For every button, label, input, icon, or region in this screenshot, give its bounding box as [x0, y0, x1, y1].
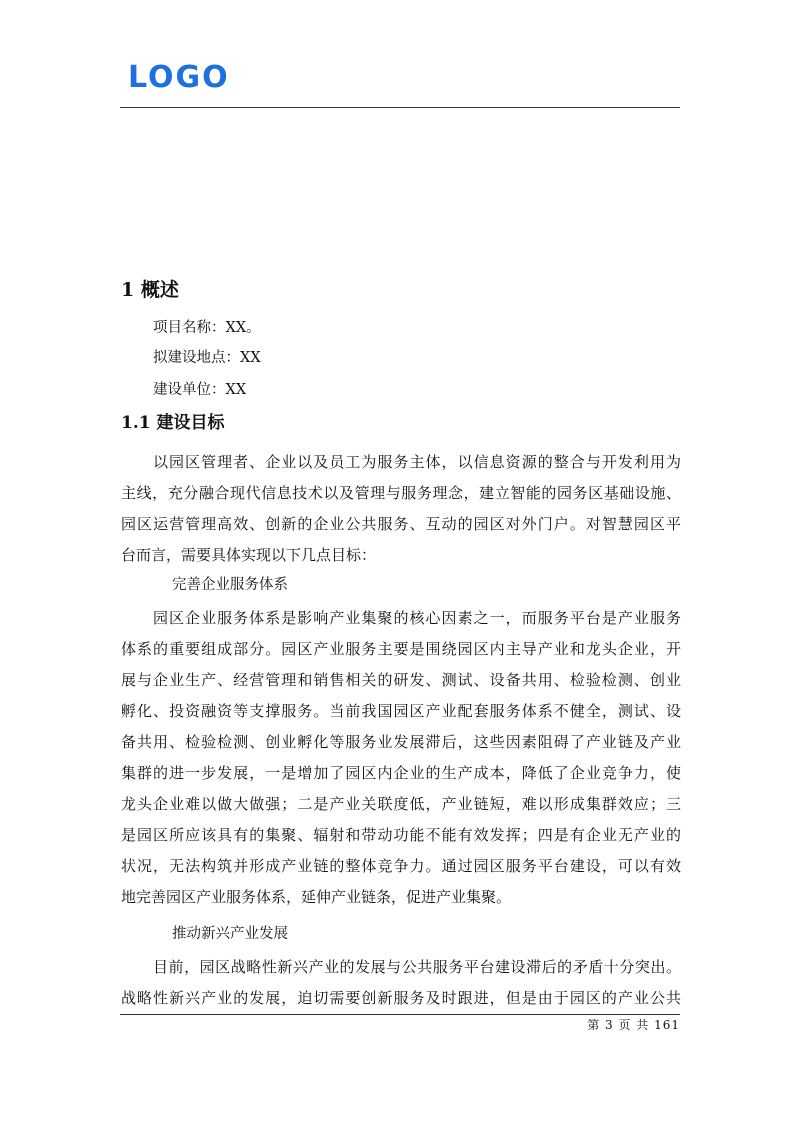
paragraph-line: 园区运营管理高效、创新的企业公共服务、互动的园区对外门户。对智慧园区平: [121, 515, 681, 533]
paragraph-line: 以园区管理者、企业以及员工为服务主体，以信息资源的整合与开发利用为: [153, 453, 681, 471]
emerging-industries-paragraph: [121, 952, 681, 1014]
paragraph-line: 目前，园区战略性新兴产业的发展与公共服务平台建设滞后的矛盾十分突出。: [153, 958, 681, 976]
paragraph-line: 备共用、检验检测、创业孵化等服务业发展滞后，这些因素阻碍了产业链及产业: [121, 733, 681, 751]
paragraph-line: 孵化、投资融资等支撑服务。当前我国园区产业配套服务体系不健全，测试、设: [121, 702, 681, 720]
section-heading-overview: 1 概述: [121, 279, 179, 301]
subheading-enterprise-services: 完善企业服务体系: [172, 577, 288, 593]
footer-divider: [120, 1014, 680, 1015]
paragraph-line: 园区企业服务体系是影响产业集聚的核心因素之一，而服务平台是产业服务: [153, 609, 681, 627]
project-name-line: 项目名称：XX。: [153, 320, 261, 336]
logo: LOGO: [128, 60, 230, 95]
construction-unit-line: 建设单位：XX: [153, 382, 247, 398]
paragraph-line: 状况，无法构筑并形成产业链的整体竞争力。通过园区服务平台建设，可以有效: [121, 857, 681, 875]
paragraph-line: 展与企业生产、经营管理和销售相关的研发、测试、设备共用、检验检测、创业: [121, 671, 681, 689]
header-divider: [120, 107, 680, 108]
page-number: 第 3 页 共 161: [587, 1018, 680, 1032]
project-location-line: 拟建设地点：XX: [153, 350, 261, 366]
paragraph-line: 集群的进一步发展，一是增加了园区内企业的生产成本，降低了企业竞争力，使: [121, 764, 681, 782]
section-heading-goals: 1.1 建设目标: [121, 413, 225, 433]
paragraph-line: 地完善园区产业服务体系，延伸产业链条，促进产业集聚。: [121, 888, 512, 906]
paragraph-line: 龙头企业难以做大做强；二是产业关联度低，产业链短，难以形成集群效应；三: [121, 795, 681, 813]
paragraph-line: 是园区所应该具有的集聚、辐射和带动功能不能有效发挥；四是有企业无产业的: [121, 826, 681, 844]
enterprise-services-paragraph: [121, 603, 681, 913]
paragraph-line: 主线，充分融合现代信息技术以及管理与服务理念，建立智能的园务区基础设施、: [121, 484, 681, 502]
paragraph-line: 台而言，需要具体实现以下几点目标：: [121, 546, 377, 564]
subheading-emerging-industries: 推动新兴产业发展: [172, 926, 288, 942]
paragraph-line: 战略性新兴产业的发展，迫切需要创新服务及时跟进，但是由于园区的产业公共: [121, 989, 681, 1007]
paragraph-line: 体系的重要组成部分。园区产业服务主要是围绕园区内主导产业和龙头企业，开: [121, 640, 681, 658]
intro-paragraph: [121, 447, 681, 571]
